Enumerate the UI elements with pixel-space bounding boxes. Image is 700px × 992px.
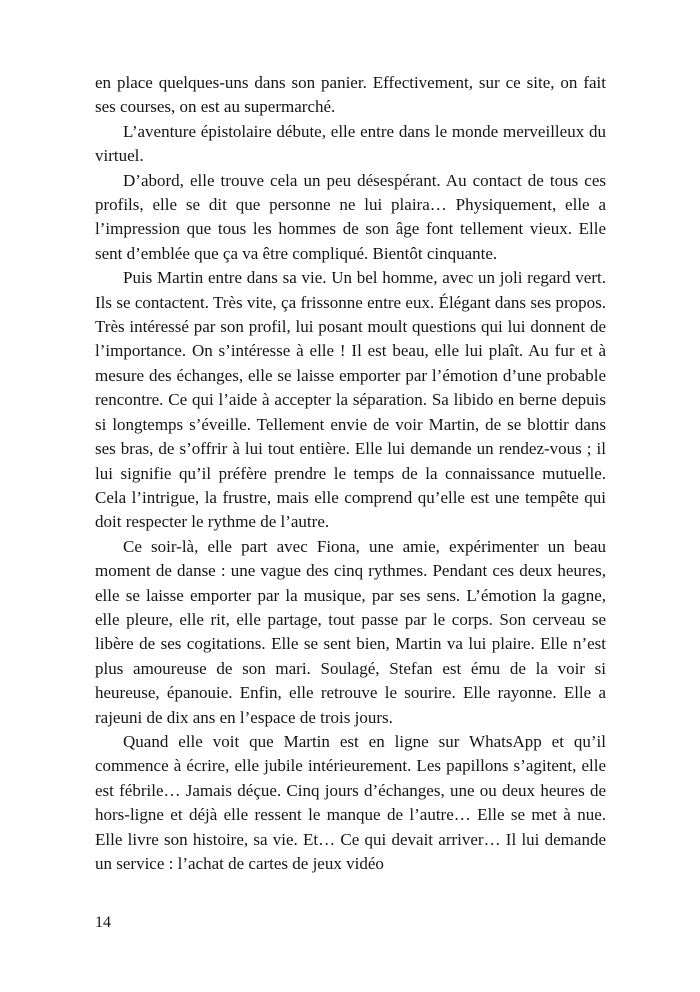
paragraph: Ce soir-là, elle part avec Fiona, une amie, expérimenter un beau moment de danse : une vague des cinq rythmes. Pendant ces deux heures, elle se laisse emporter par la musique, par ses sens. L’émotion la gagne, elle pleure, elle rit, elle partage, tout passe par le corps. Son cerveau se libère de ses cogitations. Elle se sent bien, Martin va lui plaire. Elle n’est plus amoureuse de son mari. Soulagé, Stefan est ému de la voir si heureuse, épanouie. Enfin, elle retrouve le sourire. Elle rayonne. Elle a rajeuni de dix ans en l’espace de trois jours. (95, 536, 606, 727)
paragraph: D’abord, elle trouve cela un peu désespérant. Au contact de tous ces profils, elle se dit que personne ne lui plaira… Physiquement, elle a l’impression que tous les hommes de son âge font tellement vieux. Elle sent d’emblée que ça va être compliqué. Bientôt cinquante. (95, 170, 606, 263)
paragraph: Puis Martin entre dans sa vie. Un bel homme, avec un joli regard vert. Ils se contactent. Très vite, ça frissonne entre eux. Élégant dans ses propos. Très intéressé par son profil, lui posant moult questions qui lui donnent de l’importance. On s’intéresse à elle ! Il est beau, elle lui plaît. Au fur et à mesure des échanges, elle se laisse emporter par l’émotion d’une probable rencontre. Ce qui l’aide à accepter la séparation. Sa libido en berne depuis si longtemps s’éveille. Tellement envie de voir Martin, de se blottir dans ses bras, de s’offrir à lui tout entière. Elle lui demande un rendez-vous ; il lui signifie qu’il préfère prendre le temps de la connaissance mutuelle. Cela l’intrigue, la frustre, mais elle comprend qu’elle est une tempête qui doit respecter le rythme de l’autre. (95, 268, 606, 532)
page-text (95, 71, 606, 876)
paragraph: L’aventure épistolaire débute, elle entre dans le monde merveilleux du virtuel. (95, 121, 606, 166)
paragraph: en place quelques-uns dans son panier. Effectivement, sur ce site, on fait ses courses, on est au supermarché. (95, 73, 606, 117)
paragraph: Quand elle voit que Martin est en ligne sur WhatsApp et qu’il commence à écrire, elle jubile intérieurement. Les papillons s’agitent, elle est fébrile… Jamais déçue. Cinq jours d’échanges, une ou deux heures de hors-ligne et déjà elle ressent le manque de l’autre… Elle se met à nue. Elle livre son histoire, sa vie. Et… Ce qui devait arriver… Il lui demande un service : l’achat de cartes de jeux vidéo (95, 731, 606, 873)
page-number: 14 (95, 914, 111, 931)
